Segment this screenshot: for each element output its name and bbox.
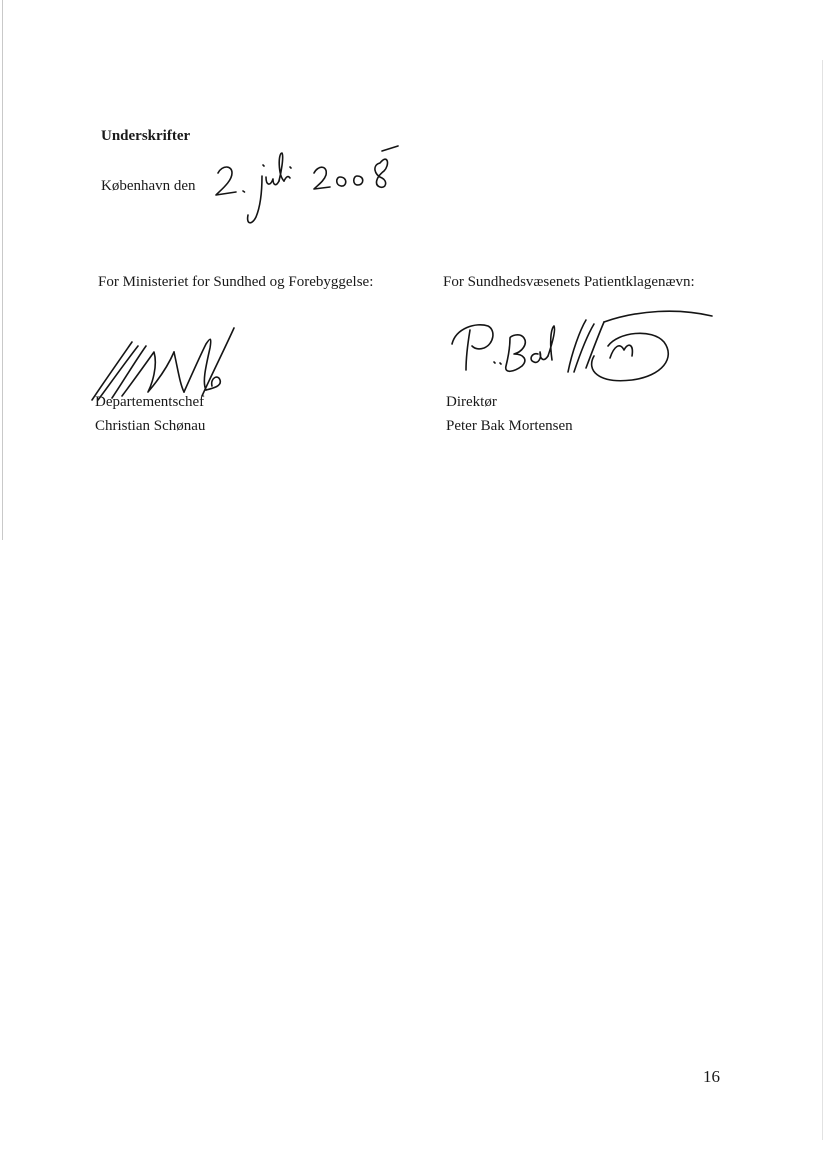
handwritten-date — [210, 145, 400, 240]
scan-edge-right — [822, 60, 823, 1140]
left-organization: For Ministeriet for Sundhed og Forebyggelse: — [98, 274, 374, 290]
right-name: Peter Bak Mortensen — [446, 418, 573, 434]
right-title: Direktør — [446, 394, 497, 410]
right-signature — [448, 300, 718, 390]
section-heading: Underskrifter — [101, 128, 191, 144]
scan-edge-left — [2, 0, 3, 540]
place-date-label: København den — [101, 178, 196, 194]
left-name: Christian Schønau — [95, 418, 206, 434]
left-title: Departementschef — [95, 394, 205, 410]
right-organization: For Sundhedsvæsenets Patientklagenævn: — [443, 274, 695, 290]
page-number: 16 — [703, 1067, 720, 1086]
